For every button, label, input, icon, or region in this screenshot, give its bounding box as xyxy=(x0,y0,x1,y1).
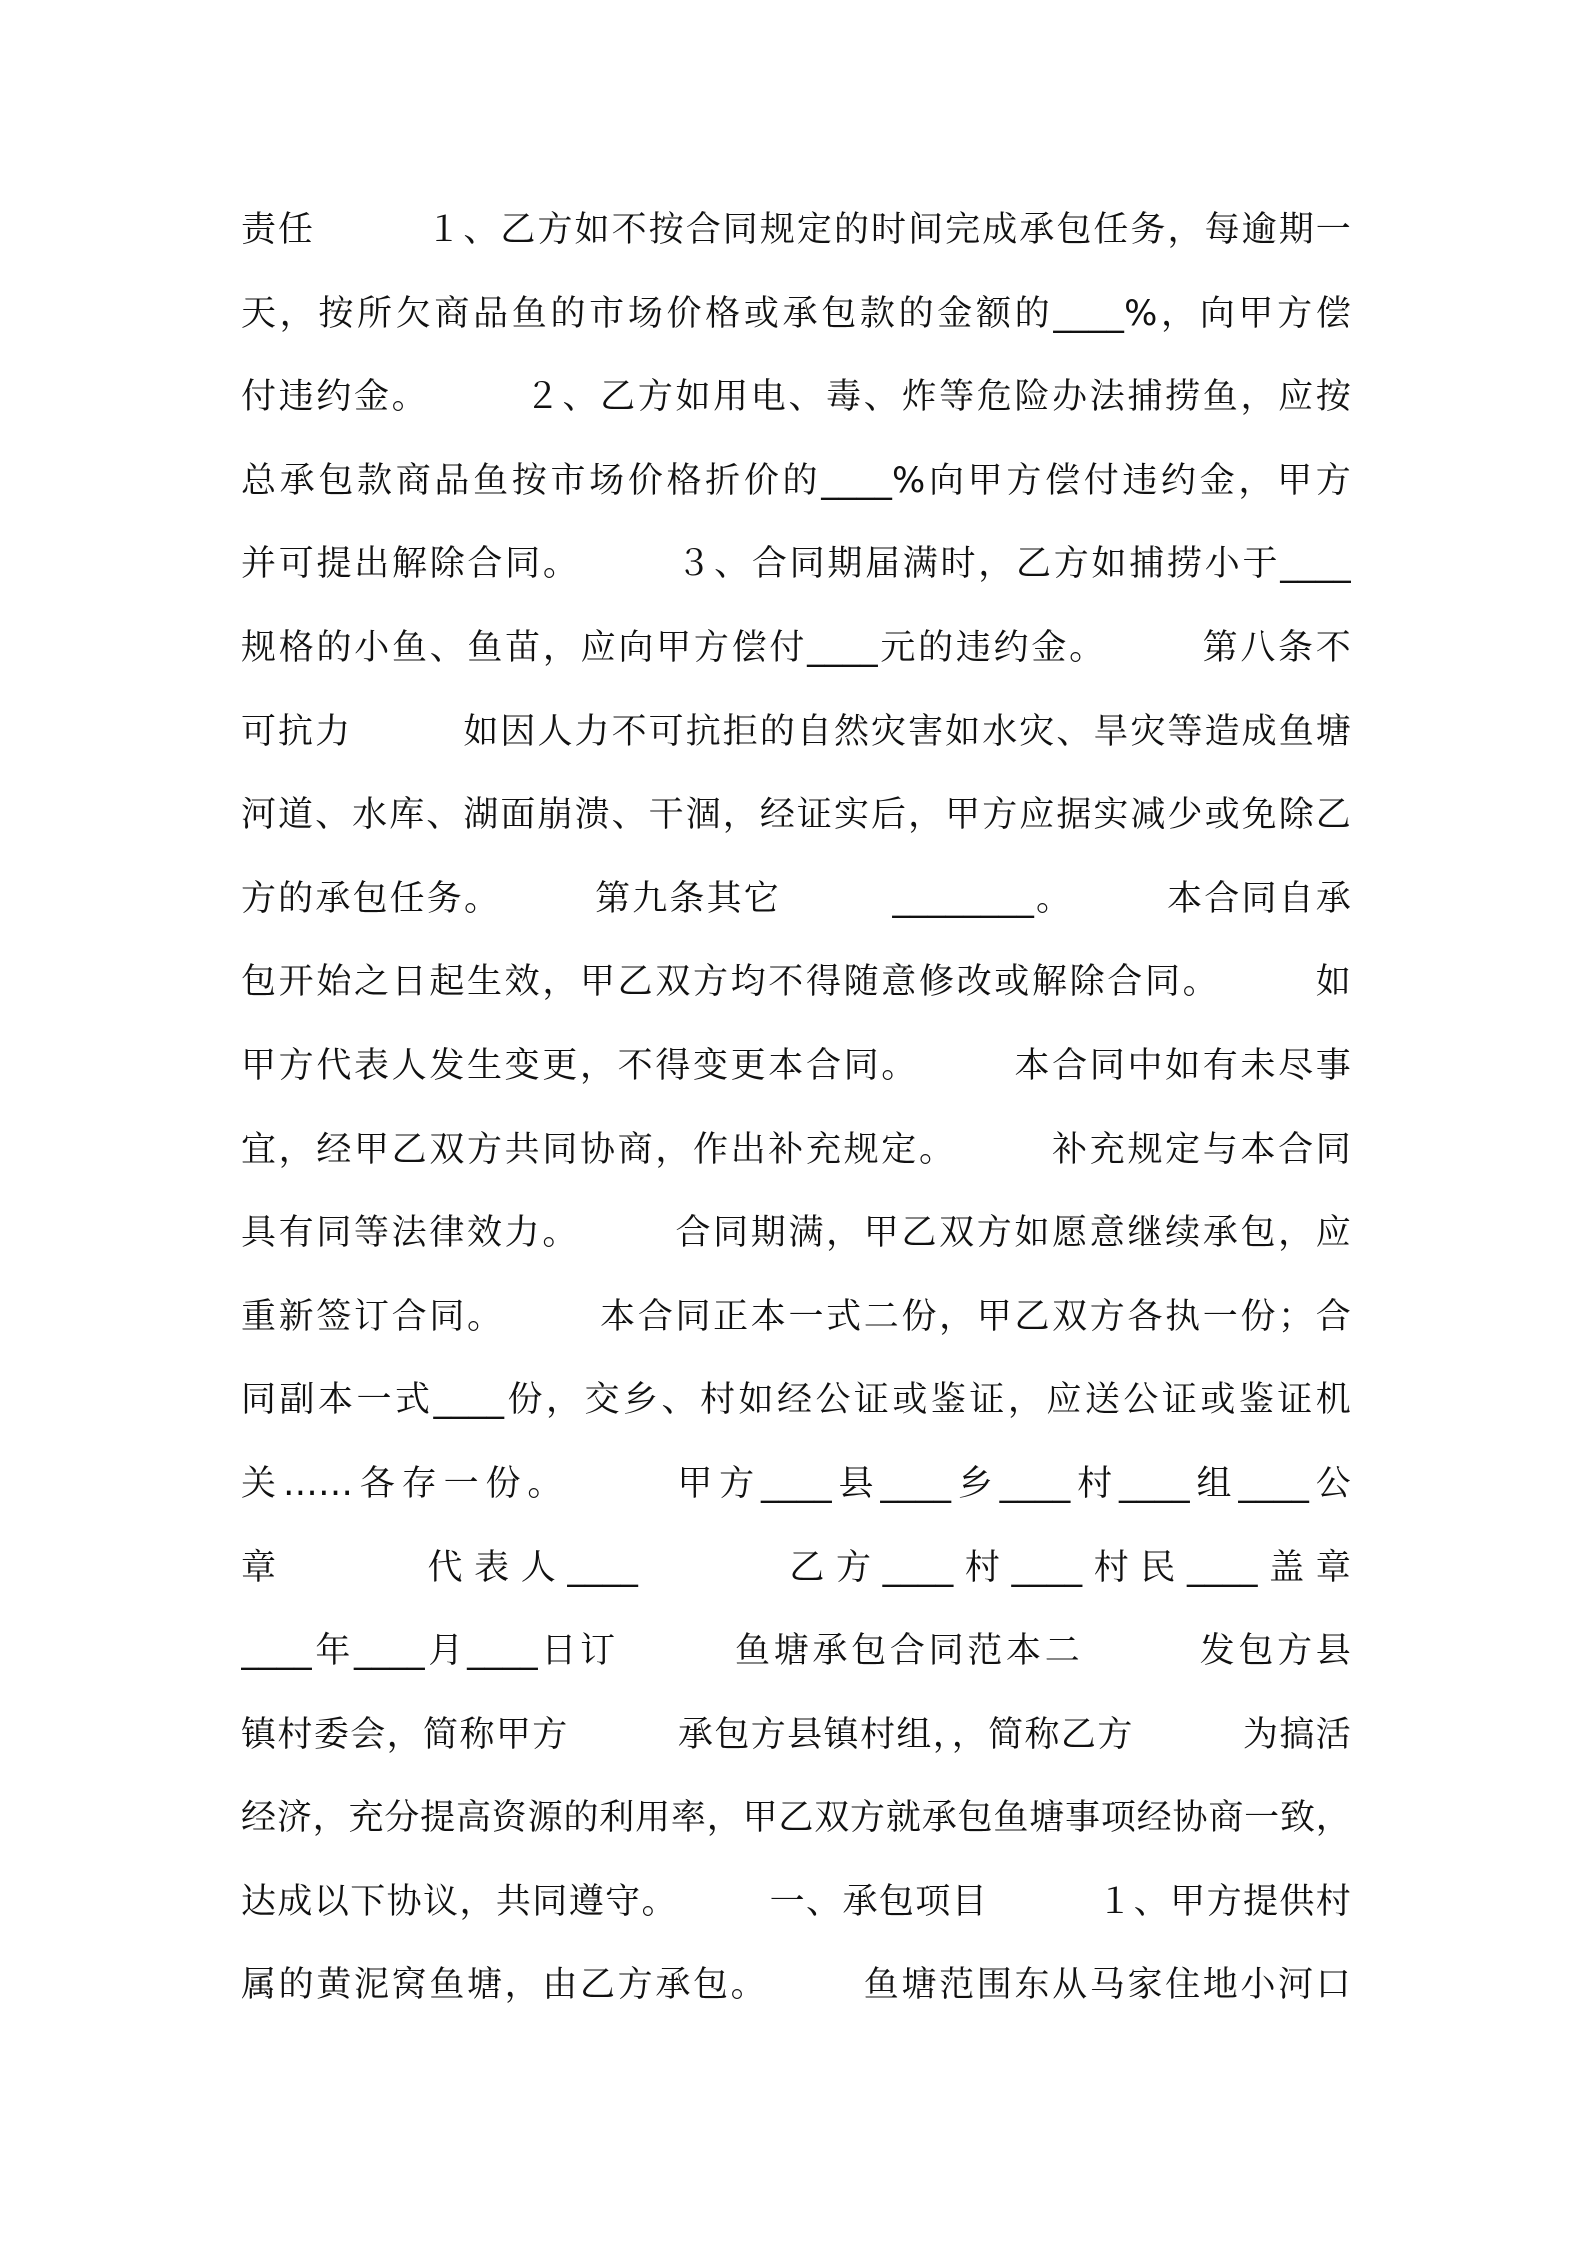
text-line: 责任 １、乙方如不按合同规定的时间完成承包任务，每逾期一 xyxy=(241,210,1351,250)
text-line: 包开始之日起生效，甲乙双方均不得随意修改或解除合同。 如 xyxy=(241,962,1351,1003)
text-line: 属的黄泥窝鱼塘，由乙方承包。 鱼塘范围东从马家住地小河口 xyxy=(241,1965,1351,2006)
text-line: 达成以下协议，共同遵守。 一、承包项目 １、甲方提供村 xyxy=(241,1881,1351,1922)
text-line: 关……各存一份。 甲方____县____乡____村____组____公 xyxy=(241,1463,1351,1504)
text-line: 甲方代表人发生变更，不得变更本合同。 本合同中如有未尽事 xyxy=(241,1045,1351,1086)
text-line: 付违约金。 ２、乙方如用电、毒、炸等危险办法捕捞鱼，应按 xyxy=(241,377,1351,418)
text-line: 经济，充分提高资源的利用率，甲乙双方就承包鱼塘事项经协商一致， xyxy=(241,1798,1351,1839)
text-line: 方的承包任务。 第九条其它 ________。 本合同自承 xyxy=(241,878,1351,919)
text-line: 规格的小鱼、鱼苗，应向甲方偿付____元的违约金。 第八条不 xyxy=(241,627,1351,668)
text-line: 并可提出解除合同。 ３、合同期届满时，乙方如捕捞小于____ xyxy=(241,544,1351,585)
text-line: 镇村委会，简称甲方 承包方县镇村组，，简称乙方 为搞活 xyxy=(241,1714,1351,1755)
text-line: 同副本一式____份，交乡、村如经公证或鉴证，应送公证或鉴证机 xyxy=(241,1380,1351,1421)
contract-text-body xyxy=(241,195,1351,2034)
text-line: 总承包款商品鱼按市场价格折价的____%向甲方偿付违约金，甲方 xyxy=(241,460,1351,501)
text-line: 天，按所欠商品鱼的市场价格或承包款的金额的____%，向甲方偿 xyxy=(241,293,1351,334)
text-line: 具有同等法律效力。 合同期满，甲乙双方如愿意继续承包，应 xyxy=(241,1213,1351,1254)
text-line: 宜，经甲乙双方共同协商，作出补充规定。 补充规定与本合同 xyxy=(241,1129,1351,1170)
text-line: 章 代表人____ 乙方____村____村民____盖章 xyxy=(241,1547,1351,1588)
text-line: ____年____月____日订 鱼塘承包合同范本二 发包方县 xyxy=(241,1631,1351,1672)
text-line: 重新签订合同。 本合同正本一式二份，甲乙双方各执一份；合 xyxy=(241,1296,1351,1337)
text-line: 可抗力 如因人力不可抗拒的自然灾害如水灾、旱灾等造成鱼塘 xyxy=(241,711,1351,752)
text-line: 河道、水库、湖面崩溃、干涸，经证实后，甲方应据实减少或免除乙 xyxy=(241,795,1351,836)
